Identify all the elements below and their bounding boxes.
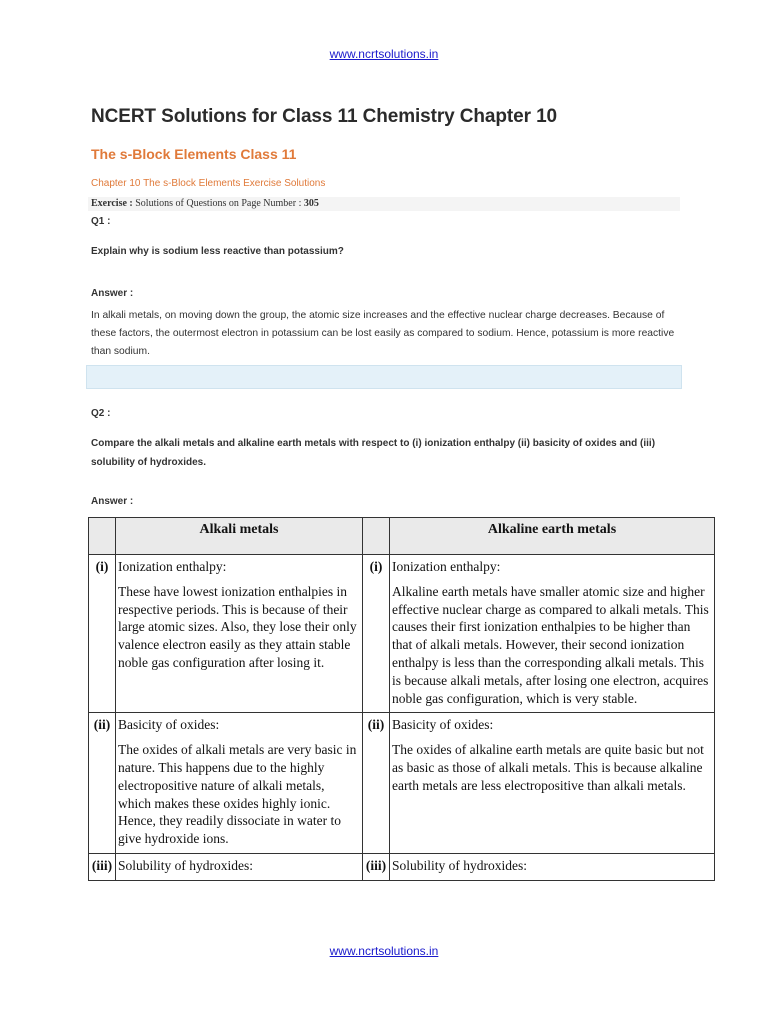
table-header-cell	[363, 518, 390, 555]
exercise-label: Exercise :	[91, 198, 133, 209]
highlight-box	[86, 365, 682, 389]
table-header-cell	[89, 518, 116, 555]
row-number: (i)	[89, 555, 116, 713]
cell-body: The oxides of alkali metals are very basic in nature. This happens due to the highly electropositive nature of alkali metals, which makes these oxides highly ionic. Hence, they readily dissociate in water to give hydroxide ions.	[118, 742, 357, 847]
table-row	[89, 713, 715, 854]
q1-label: Q1 :	[91, 216, 111, 227]
cell-title: Solubility of hydroxides:	[118, 857, 253, 873]
table-row	[89, 555, 715, 713]
table-cell	[116, 853, 363, 880]
table-cell	[390, 555, 715, 713]
row-number: (iii)	[89, 853, 116, 880]
q1-answer-label: Answer :	[91, 288, 134, 299]
page-title: NCERT Solutions for Class 11 Chemistry Chapter 10	[91, 106, 557, 127]
q2-answer-label: Answer :	[91, 496, 134, 507]
cell-body: The oxides of alkaline earth metals are quite basic but not as basic as those of alkali metals. This is because alkaline earth metals are less electropositive than alkali metals.	[392, 742, 704, 793]
comparison-table	[88, 517, 715, 881]
q2-label: Q2 :	[91, 408, 111, 419]
cell-title: Basicity of oxides:	[392, 717, 494, 733]
row-number: (ii)	[89, 713, 116, 854]
table-cell	[390, 713, 715, 854]
exercise-bar	[88, 197, 680, 211]
page-subtitle: The s-Block Elements Class 11	[91, 146, 297, 162]
table-cell	[116, 555, 363, 713]
cell-title: Solubility of hydroxides:	[392, 857, 527, 873]
row-number: (i)	[363, 555, 390, 713]
cell-title: Basicity of oxides:	[118, 717, 220, 733]
chapter-line: Chapter 10 The s-Block Elements Exercise Solutions	[91, 178, 326, 189]
table-header-row	[89, 518, 715, 555]
cell-body: These have lowest ionization enthalpies in respective periods. This is because of their large atomic sizes. Also, they lose their only valence electron easily as they attain stable noble gas configuration after losing it.	[118, 583, 357, 670]
table-cell	[390, 853, 715, 880]
table-header-alkali: Alkali metals	[116, 518, 363, 555]
header-site-link[interactable]: www.ncrtsolutions.in	[329, 47, 439, 61]
cell-body: Alkaline earth metals have smaller atomic size and higher effective nuclear charge as compared to alkali metals. This causes their first ionization enthalpies to be higher than that of alkali metals. However, their second ionization enthalpy is less than the corresponding alkali metals. This is because alkali metals, after losing one electron, acquires noble gas configuration, which is very stable.	[392, 583, 709, 706]
q1-question: Explain why is sodium less reactive than potassium?	[91, 246, 344, 257]
q1-answer: In alkali metals, on moving down the group, the atomic size increases and the effective nuclear charge decreases. Because of these factors, the outermost electron in potassium can be lost easily as compared to sodium. Hence, potassium is more reactive than sodium.	[91, 310, 675, 357]
exercise-page-number: 305	[303, 198, 319, 209]
table-row	[89, 853, 715, 880]
cell-title: Ionization enthalpy:	[118, 559, 227, 574]
q2-question: Compare the alkali metals and alkaline earth metals with respect to (i) ionization enthalpy (ii) basicity of oxides and (iii) solubility of hydroxides.	[91, 438, 656, 468]
table-cell	[116, 713, 363, 854]
row-number: (ii)	[363, 713, 390, 854]
table-header-alkaline-earth: Alkaline earth metals	[390, 518, 715, 555]
exercise-text: Solutions of Questions on Page Number :	[135, 198, 302, 209]
cell-title: Ionization enthalpy:	[392, 559, 501, 574]
row-number: (iii)	[363, 853, 390, 880]
footer-site-link[interactable]: www.ncrtsolutions.in	[329, 944, 439, 958]
